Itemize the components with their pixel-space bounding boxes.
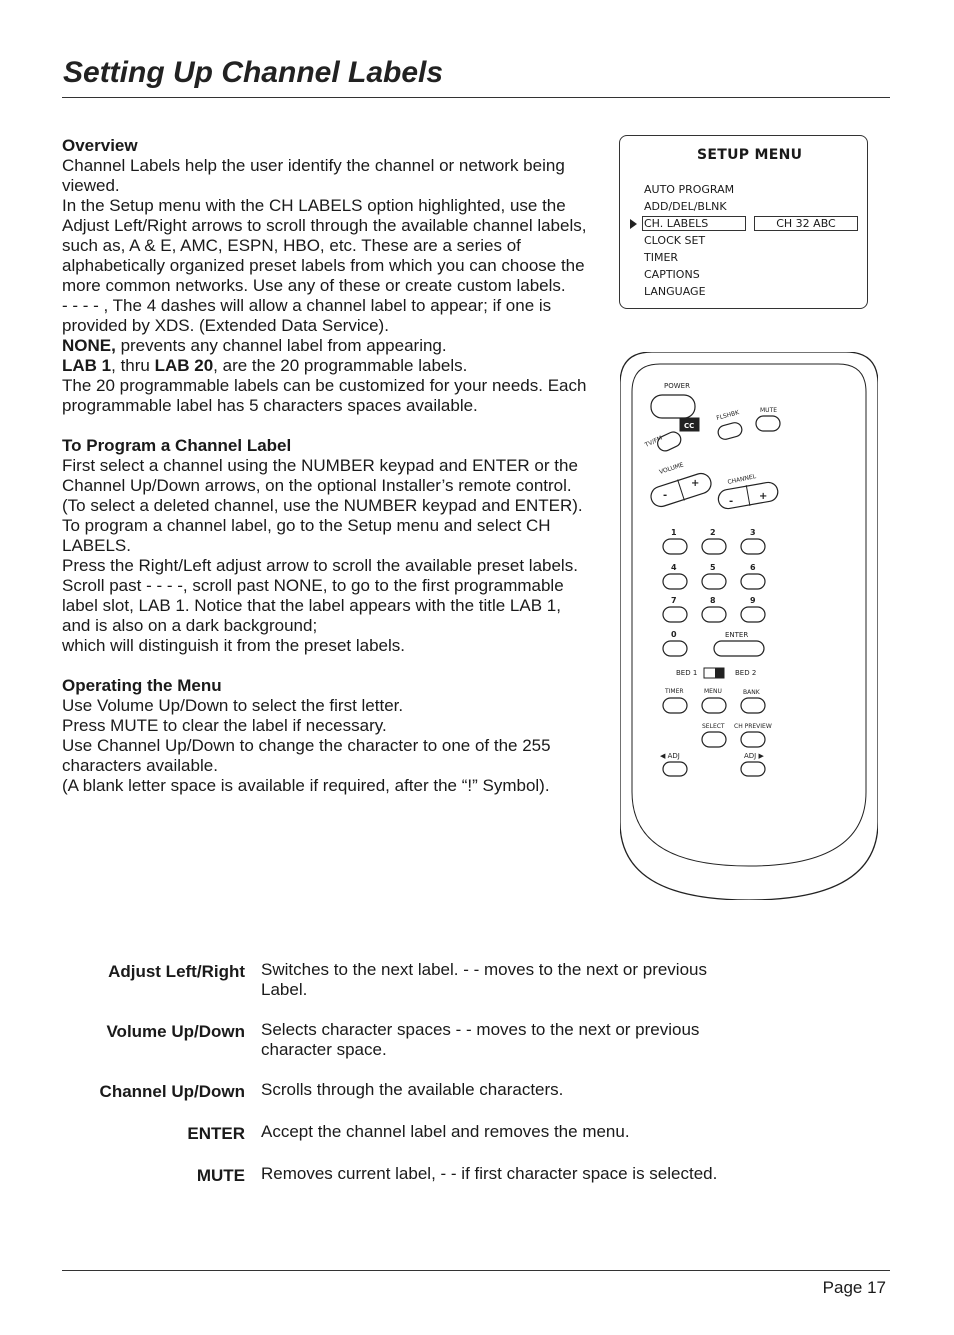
definition-row <box>62 1080 882 1102</box>
digit-3-label: 3 <box>750 528 756 537</box>
page-title: Setting Up Channel Labels <box>63 56 444 89</box>
definition-row <box>62 1122 882 1144</box>
volume-divider <box>678 480 685 501</box>
definition-term: MUTE <box>196 1166 245 1185</box>
button-definitions <box>62 960 882 1206</box>
overview-heading: Overview <box>62 136 138 155</box>
ch-preview-button <box>741 732 765 747</box>
bottom-rule <box>62 1270 890 1271</box>
select-label: SELECT <box>702 723 725 730</box>
program-paragraph-5: which will distinguish it from the preset labels. <box>62 636 405 655</box>
channel-divider <box>746 485 750 506</box>
operating-paragraph-4: (A blank letter space is available if required, after the “!” Symbol). <box>62 776 550 795</box>
setup-menu-illustration <box>619 135 868 309</box>
digit-2-button <box>702 539 726 554</box>
bank-button <box>741 698 765 713</box>
operating-paragraph-1: Use Volume Up/Down to select the first letter. <box>62 696 404 715</box>
bed-1-label: BED 1 <box>676 669 698 677</box>
flshbk-label: FLSHBK <box>715 409 740 422</box>
setup-menu-list <box>644 181 836 300</box>
adj-left-button <box>663 762 687 776</box>
operating-heading: Operating the Menu <box>62 676 222 695</box>
digit-6-label: 6 <box>750 563 756 572</box>
digit-0-button <box>663 641 687 656</box>
definition-term: Channel Up/Down <box>99 1082 245 1101</box>
overview-paragraph-2: In the Setup menu with the CH LABELS option highlighted, use the Adjust Left/Right arrows to scroll through the available channel labels, such as, A & E, AMC, ESPN, HBO, etc. These are a series of alphabetically organized preset labels from which you can choose the more common networks. Use any of these or create custom labels. <box>62 196 587 295</box>
menu-item-add-del-blnk: ADD/DEL/BLNK <box>644 200 727 213</box>
program-paragraph-3: To program a channel label, go to the Setup menu and select CH LABELS. <box>62 516 551 555</box>
menu-button <box>702 698 726 713</box>
definition-description: Selects character spaces - - moves to the next or previous character space. <box>261 1020 700 1059</box>
top-rule <box>62 97 890 98</box>
menu-item-ch-labels-label: CH. LABELS <box>644 217 709 230</box>
none-line: NONE, prevents any channel label from appearing. <box>62 336 447 355</box>
menu-item-clock-set: CLOCK SET <box>644 234 706 247</box>
ch-preview-label: CH PREVIEW <box>734 723 772 730</box>
channel-minus-label: - <box>729 496 734 507</box>
tvfm-label: TV/FM <box>643 434 664 449</box>
setup-menu-title: SETUP MENU <box>697 147 803 163</box>
digit-1-button <box>663 539 687 554</box>
menu-item-ch-labels <box>644 215 836 232</box>
digit-1-label: 1 <box>671 528 677 537</box>
definition-row <box>62 960 882 1000</box>
definition-term: ENTER <box>187 1124 245 1143</box>
cc-label: CC <box>684 422 695 430</box>
enter-button <box>714 641 764 656</box>
program-paragraph-2: (To select a deleted channel, use the NUMBER keypad and ENTER). <box>62 496 583 515</box>
volume-plus-label: + <box>691 478 700 489</box>
digit-3-button <box>741 539 765 554</box>
menu-label: MENU <box>704 688 722 695</box>
definition-row <box>62 1020 882 1060</box>
program-paragraph-4: Press the Right/Left adjust arrow to scroll the available preset labels. Scroll past - - - -, scroll past NONE, to go to the first programmable label slot, LAB 1. Notice that the label appears with the title LAB 1, and is also on a dark background; <box>62 556 578 635</box>
definition-description: Accept the channel label and removes the menu. <box>261 1122 630 1141</box>
digit-7-button <box>663 607 687 622</box>
digit-6-button <box>741 574 765 589</box>
ch-labels-value: CH 32 ABC <box>754 216 858 231</box>
digit-9-label: 9 <box>750 596 756 605</box>
menu-item-auto-program: AUTO PROGRAM <box>644 183 735 196</box>
bank-label: BANK <box>743 689 760 696</box>
channel-plus-label: + <box>759 491 768 502</box>
program-paragraph-1: First select a channel using the NUMBER keypad and ENTER or the Channel Up/Down arrows, on the optional Installer’s remote control. <box>62 456 578 495</box>
definition-description: Switches to the next label. - - moves to the next or previous Label. <box>261 960 707 999</box>
adj-right-label: ADJ ▶ <box>744 752 764 760</box>
digit-7-label: 7 <box>671 596 677 605</box>
channel-label: CHANNEL <box>726 473 757 486</box>
body-text <box>62 136 592 796</box>
adj-right-button <box>741 762 765 776</box>
lab-line: LAB 1, thru LAB 20, are the 20 programmable labels. <box>62 356 468 375</box>
overview-paragraph-4: The 20 programmable labels can be customized for your needs. Each programmable label has 5 characters spaces available. <box>62 376 587 415</box>
bed-switch-knob <box>715 668 724 678</box>
remote-inner-outline <box>632 364 866 866</box>
digit-4-label: 4 <box>671 563 677 572</box>
selection-arrow-icon <box>630 219 637 229</box>
enter-label: ENTER <box>725 631 749 639</box>
timer-label: TIMER <box>665 688 684 695</box>
digit-5-label: 5 <box>710 563 716 572</box>
digit-8-button <box>702 607 726 622</box>
menu-item-captions: CAPTIONS <box>644 268 700 281</box>
page-number: Page 17 <box>822 1278 886 1297</box>
mute-label: MUTE <box>760 407 778 414</box>
digit-8-label: 8 <box>710 596 716 605</box>
digit-2-label: 2 <box>710 528 716 537</box>
digit-4-button <box>663 574 687 589</box>
adj-left-label: ◀ ADJ <box>660 752 680 760</box>
selection-box <box>642 216 746 231</box>
definition-description: Removes current label, - - if first character space is selected. <box>261 1164 718 1183</box>
mute-button <box>756 416 780 431</box>
menu-item-language: LANGUAGE <box>644 285 706 298</box>
definition-description: Scrolls through the available characters. <box>261 1080 564 1099</box>
definition-term: Volume Up/Down <box>106 1022 245 1041</box>
digit-5-button <box>702 574 726 589</box>
program-heading: To Program a Channel Label <box>62 436 292 455</box>
remote-body-outline <box>620 352 878 900</box>
select-button <box>702 732 726 747</box>
digit-9-button <box>741 607 765 622</box>
definition-term: Adjust Left/Right <box>108 962 245 981</box>
operating-paragraph-3: Use Channel Up/Down to change the character to one of the 255 characters available. <box>62 736 551 775</box>
volume-label: VOLUME <box>658 461 685 476</box>
operating-paragraph-2: Press MUTE to clear the label if necessary. <box>62 716 387 735</box>
remote-control-illustration <box>620 352 878 900</box>
menu-item-timer: TIMER <box>644 251 679 264</box>
volume-minus-label: - <box>663 490 668 501</box>
flshbk-button <box>717 421 744 441</box>
overview-paragraph-1: Channel Labels help the user identify the channel or network being viewed. <box>62 156 565 195</box>
definition-row <box>62 1164 882 1186</box>
digit-0-label: 0 <box>671 630 677 639</box>
bed-2-label: BED 2 <box>735 669 757 677</box>
timer-button <box>663 698 687 713</box>
power-label: POWER <box>664 382 690 390</box>
power-button <box>651 395 695 418</box>
overview-paragraph-3: - - - - , The 4 dashes will allow a channel label to appear; if one is provided by XDS. (Extended Data Service). <box>62 296 552 335</box>
